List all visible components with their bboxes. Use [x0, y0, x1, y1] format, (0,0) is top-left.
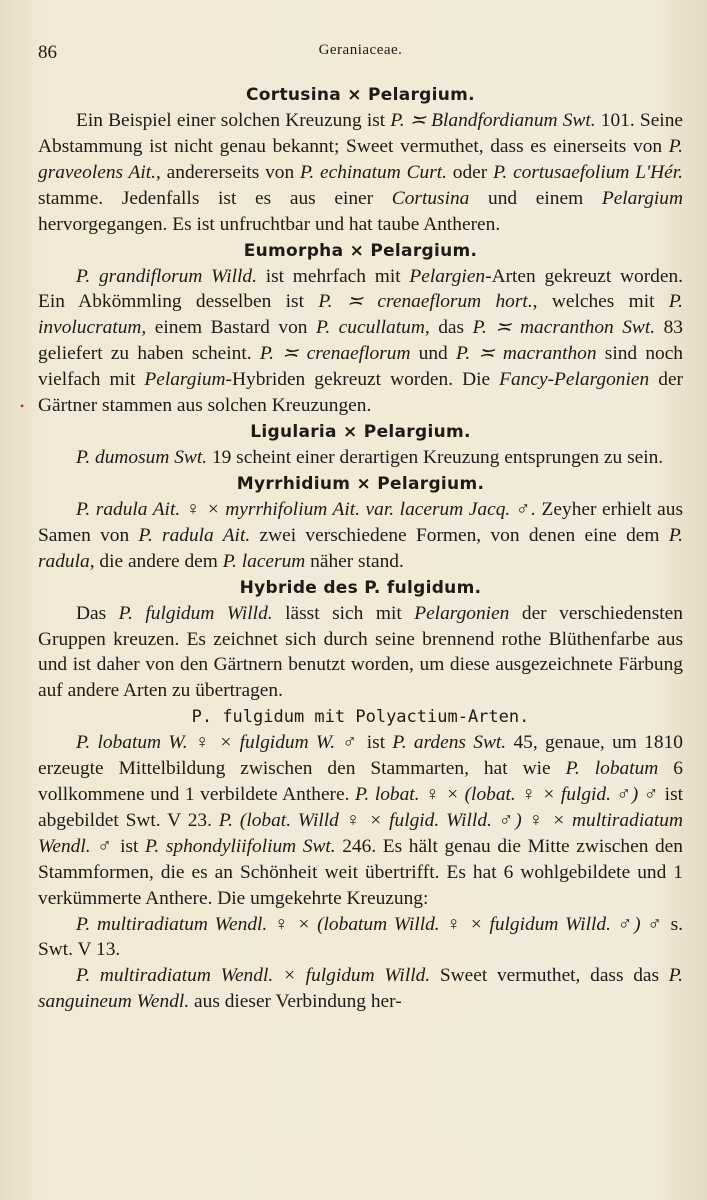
italic-run: P. ≍ Blandfordianum Swt.	[390, 110, 596, 131]
text-run: , das	[424, 317, 473, 339]
italic-run: P. lobat. ♀ × (lobat. ♀ × fulgid. ♂) ♂	[355, 784, 660, 806]
paragraph	[38, 912, 683, 964]
italic-run: P. lacerum	[222, 550, 306, 572]
italic-run: P. ≍ macranthon	[455, 343, 597, 365]
italic-run: Pelargien	[409, 265, 486, 287]
text-run: Das	[76, 602, 119, 624]
italic-run: P. ≍ macranthon Swt.	[472, 317, 656, 339]
section-heading: Cortusina × Pelargium.	[246, 85, 475, 105]
italic-run: P. ≍ crenaeflorum	[259, 343, 411, 365]
italic-run: P. lobatum	[565, 758, 659, 780]
text-run: 6 vollkommene und 1 verbildete Anthere.	[38, 758, 683, 806]
text-run: -Arten gekreuzt worden. Ein Abkömmling desselben ist	[38, 265, 684, 313]
italic-run: P. cucullatum	[315, 317, 425, 339]
section-heading: P. fulgidum mit Polyactium-Arten.	[191, 707, 530, 728]
italic-run: Pelargonien	[414, 602, 510, 624]
text-run: Sweet vermuthet, dass das	[430, 965, 669, 987]
italic-run: P. fulgidum Willd.	[118, 602, 273, 624]
paragraph	[38, 264, 683, 419]
text-run: ist	[113, 835, 146, 857]
margin-mark: •	[20, 399, 25, 413]
text-run: 101. Seine Abstammung ist nicht genau bekannt; Sweet vermuthet, dass es einerseits von	[38, 110, 683, 157]
text-run: ist	[359, 732, 393, 754]
paragraph	[38, 497, 683, 575]
text-run: 45, genaue, um 1810 erzeugte Mittelbildung zwischen den Stammarten, hat wie	[38, 732, 683, 780]
text-run: lässt sich mit	[272, 602, 415, 624]
text-run: 246. Es hält genau die Mitte zwischen den Stammformen, die es an Schönheit weit übertrifft. Es hat 6 wohlgebildete und 1 verkümmerte Anthere. Die umgekehrte Kreuzung:	[38, 835, 683, 909]
text-run: stamme. Jedenfalls ist es aus einer	[38, 187, 392, 209]
paragraph	[38, 963, 683, 1015]
text-run: , welches mit	[532, 291, 669, 313]
italic-run: P. multiradiatum Wendl. ♀ × (lobatum Willd. ♀ × fulgidum Willd. ♂) ♂	[76, 913, 664, 935]
text-run: 19 scheint einer derartigen Kreuzung entsprungen zu sein.	[207, 446, 664, 468]
section-heading: Hybride des P. fulgidum.	[239, 577, 482, 598]
italic-run: P. cortusaefolium L'Hér.	[493, 161, 683, 183]
text-run: oder	[446, 161, 494, 183]
text-run: , andererseits von	[156, 161, 300, 183]
section-heading: Myrrhidium × Pelargium.	[236, 473, 485, 494]
italic-run: P. multiradiatum Wendl. × fulgidum Willd.	[76, 965, 431, 987]
running-head	[38, 42, 683, 66]
italic-run: P. grandiflorum Willd.	[76, 265, 257, 287]
paragraph	[38, 445, 683, 471]
italic-run: Pelargium	[144, 369, 226, 391]
text-run: Zeyher erhielt aus Samen von	[38, 498, 683, 546]
text-run: ist abgebildet Swt. V 23.	[38, 784, 684, 831]
italic-run: P. radula Ait. ♀ × myrrhifolium Ait. var. lacerum Jacq. ♂.	[76, 498, 536, 520]
text-run: hervorgegangen. Es ist unfruchtbar und hat taube Antheren.	[38, 213, 501, 235]
italic-run: P. radula Ait.	[138, 524, 251, 546]
text-run: 83 geliefert zu haben scheint.	[38, 317, 684, 365]
text-run: und einem	[469, 187, 602, 209]
page-number: 86	[38, 42, 57, 63]
italic-run: Cortusina	[391, 187, 470, 209]
text-run: -Hybriden gekreuzt worden. Die	[225, 369, 500, 391]
italic-run: P. dumosum Swt.	[76, 446, 208, 468]
section-heading: Ligularia × Pelargium.	[250, 421, 471, 442]
paragraph	[38, 730, 683, 911]
italic-run: P. lobatum W. ♀ × fulgidum W. ♂	[76, 732, 360, 754]
italic-run: P. ardens Swt.	[392, 732, 507, 754]
italic-run: P. (lobat. Willd ♀ × fulgid. Willd. ♂) ♀ × multiradiatum Wendl. ♂	[38, 809, 683, 857]
italic-run: P. sanguineum Wendl.	[38, 965, 683, 1013]
italic-run: Fancy-Pelargonien	[499, 369, 650, 391]
text-run: Ein Beispiel einer solchen Kreuzung ist	[76, 110, 391, 131]
text-run: , die andere dem	[89, 550, 223, 572]
italic-run: P. sphondyliifolium Swt.	[145, 835, 336, 857]
paragraph	[38, 601, 683, 705]
italic-run: P. echinatum Curt.	[299, 161, 447, 183]
text-run: der Gärtner stammen aus solchen Kreuzungen.	[38, 369, 684, 417]
italic-run: P. radula	[38, 524, 684, 572]
italic-run: P. graveolens Ait.	[38, 135, 683, 183]
italic-run: P. involucratum	[38, 291, 684, 339]
text-run: ist mehrfach mit	[256, 265, 410, 287]
text-run: aus dieser Verbindung her-	[189, 991, 402, 1013]
text-run: sind noch vielfach mit	[38, 343, 684, 391]
paragraph	[38, 108, 683, 238]
italic-run: Pelargium	[601, 187, 683, 209]
text-run: der verschiedensten Gruppen kreuzen. Es zeichnet sich durch seine brennend rothe Blüthenfarbe aus und ist daher von den Gärtnern benutzt worden, um diese ausgezeichnete Färbung auf andere Arten zu übertragen.	[38, 602, 683, 702]
italic-run: P. ≍ crenaeflorum hort.	[318, 291, 533, 313]
body-text	[38, 82, 683, 1015]
text-run: und	[410, 343, 456, 365]
text-run: zwei verschiedene Formen, von denen eine dem	[250, 524, 669, 546]
text-run: s. Swt. V 13.	[38, 913, 683, 961]
running-title: Geraniaceae.	[318, 42, 403, 58]
text-run: näher stand.	[305, 550, 404, 572]
text-run: , einem Bastard von	[141, 317, 316, 339]
section-heading: Eumorpha × Pelargium.	[243, 240, 478, 261]
